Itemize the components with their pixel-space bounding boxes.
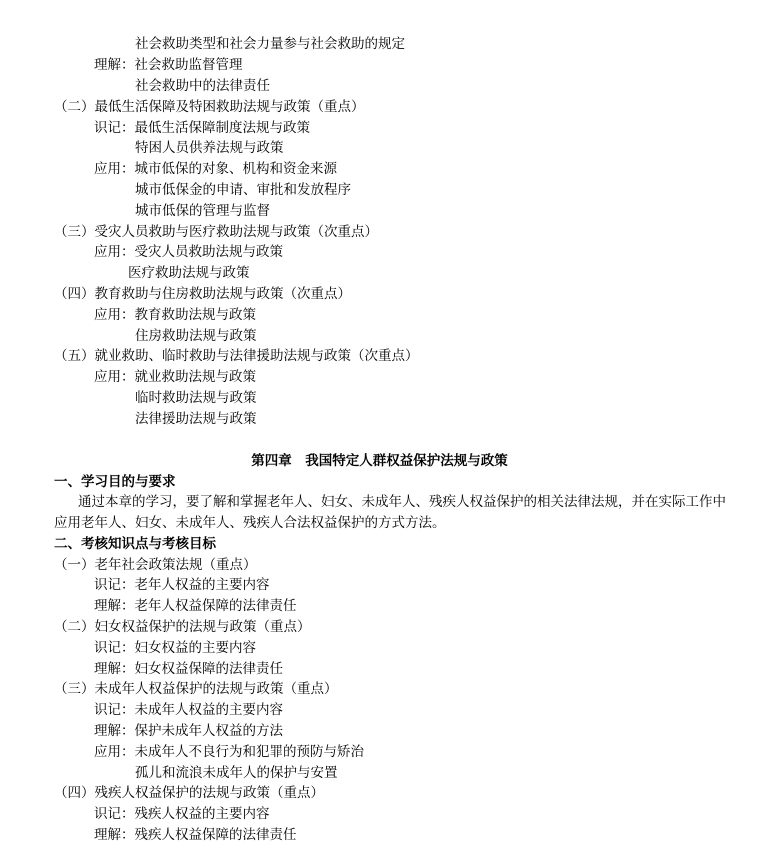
text-line: 应用：未成年人不良行为和犯罪的预防与矫治 [94,744,364,760]
text-line: 理解：残疾人权益保障的法律责任 [94,827,297,843]
text-line: 社会救助中的法律责任 [135,78,270,94]
subsection-heading: （四）残疾人权益保护的法规与政策（重点） [54,785,324,801]
section-heading: 二、考核知识点与考核目标 [54,536,216,552]
section-heading: 一、学习目的与要求 [54,474,176,490]
text-line: 法律援助法规与政策 [135,411,257,427]
text-line: 应用：就业救助法规与政策 [94,369,256,385]
text-line: 城市低保的管理与监督 [135,203,270,219]
text-line: 识记：残疾人权益的主要内容 [94,806,270,822]
text-line: 理解：妇女权益保障的法律责任 [94,661,283,677]
text-line: 社会救助类型和社会力量参与社会救助的规定 [135,36,405,52]
text-line: 城市低保金的申请、审批和发放程序 [135,182,351,198]
text-line: 临时救助法规与政策 [135,390,257,406]
text-line: 识记：未成年人权益的主要内容 [94,702,283,718]
subsection-heading: （五）就业救助、临时救助与法律援助法规与政策（次重点） [54,348,419,364]
text-line: 理解：社会救助监督管理 [94,57,243,73]
paragraph-line: 应用老年人、妇女、未成年人、残疾人合法权益保护的方式方法。 [54,515,446,531]
text-line: 住房救助法规与政策 [135,328,257,344]
text-line: 特困人员供养法规与政策 [135,140,284,156]
text-line: 理解：保护未成年人权益的方法 [94,723,283,739]
paragraph-line: 通过本章的学习，要了解和掌握老年人、妇女、未成年人、残疾人权益保护的相关法律法规，并在实际工作中 [78,494,726,510]
text-line: 识记：妇女权益的主要内容 [94,640,256,656]
text-line: 孤儿和流浪未成年人的保护与安置 [135,765,338,781]
text-line: 应用：受灾人员救助法规与政策 [94,244,283,260]
text-line: 应用：城市低保的对象、机构和资金来源 [94,161,337,177]
text-line: 医疗救助法规与政策 [128,265,250,281]
text-line: 识记：老年人权益的主要内容 [94,577,270,593]
text-line: 理解：老年人权益保障的法律责任 [94,598,297,614]
subsection-heading: （三）未成年人权益保护的法规与政策（重点） [54,681,338,697]
text-line: 识记：最低生活保障制度法规与政策 [94,120,310,136]
subsection-heading: （四）教育救助与住房救助法规与政策（次重点） [54,286,351,302]
subsection-heading: （二）最低生活保障及特困救助法规与政策（重点） [54,99,365,115]
chapter-title: 第四章 我国特定人群权益保护法规与政策 [251,453,508,469]
subsection-heading: （三）受灾人员救助与医疗救助法规与政策（次重点） [54,224,378,240]
subsection-heading: （一）老年社会政策法规（重点） [54,557,257,573]
text-line: 应用：教育救助法规与政策 [94,307,256,323]
subsection-heading: （二）妇女权益保护的法规与政策（重点） [54,619,311,635]
